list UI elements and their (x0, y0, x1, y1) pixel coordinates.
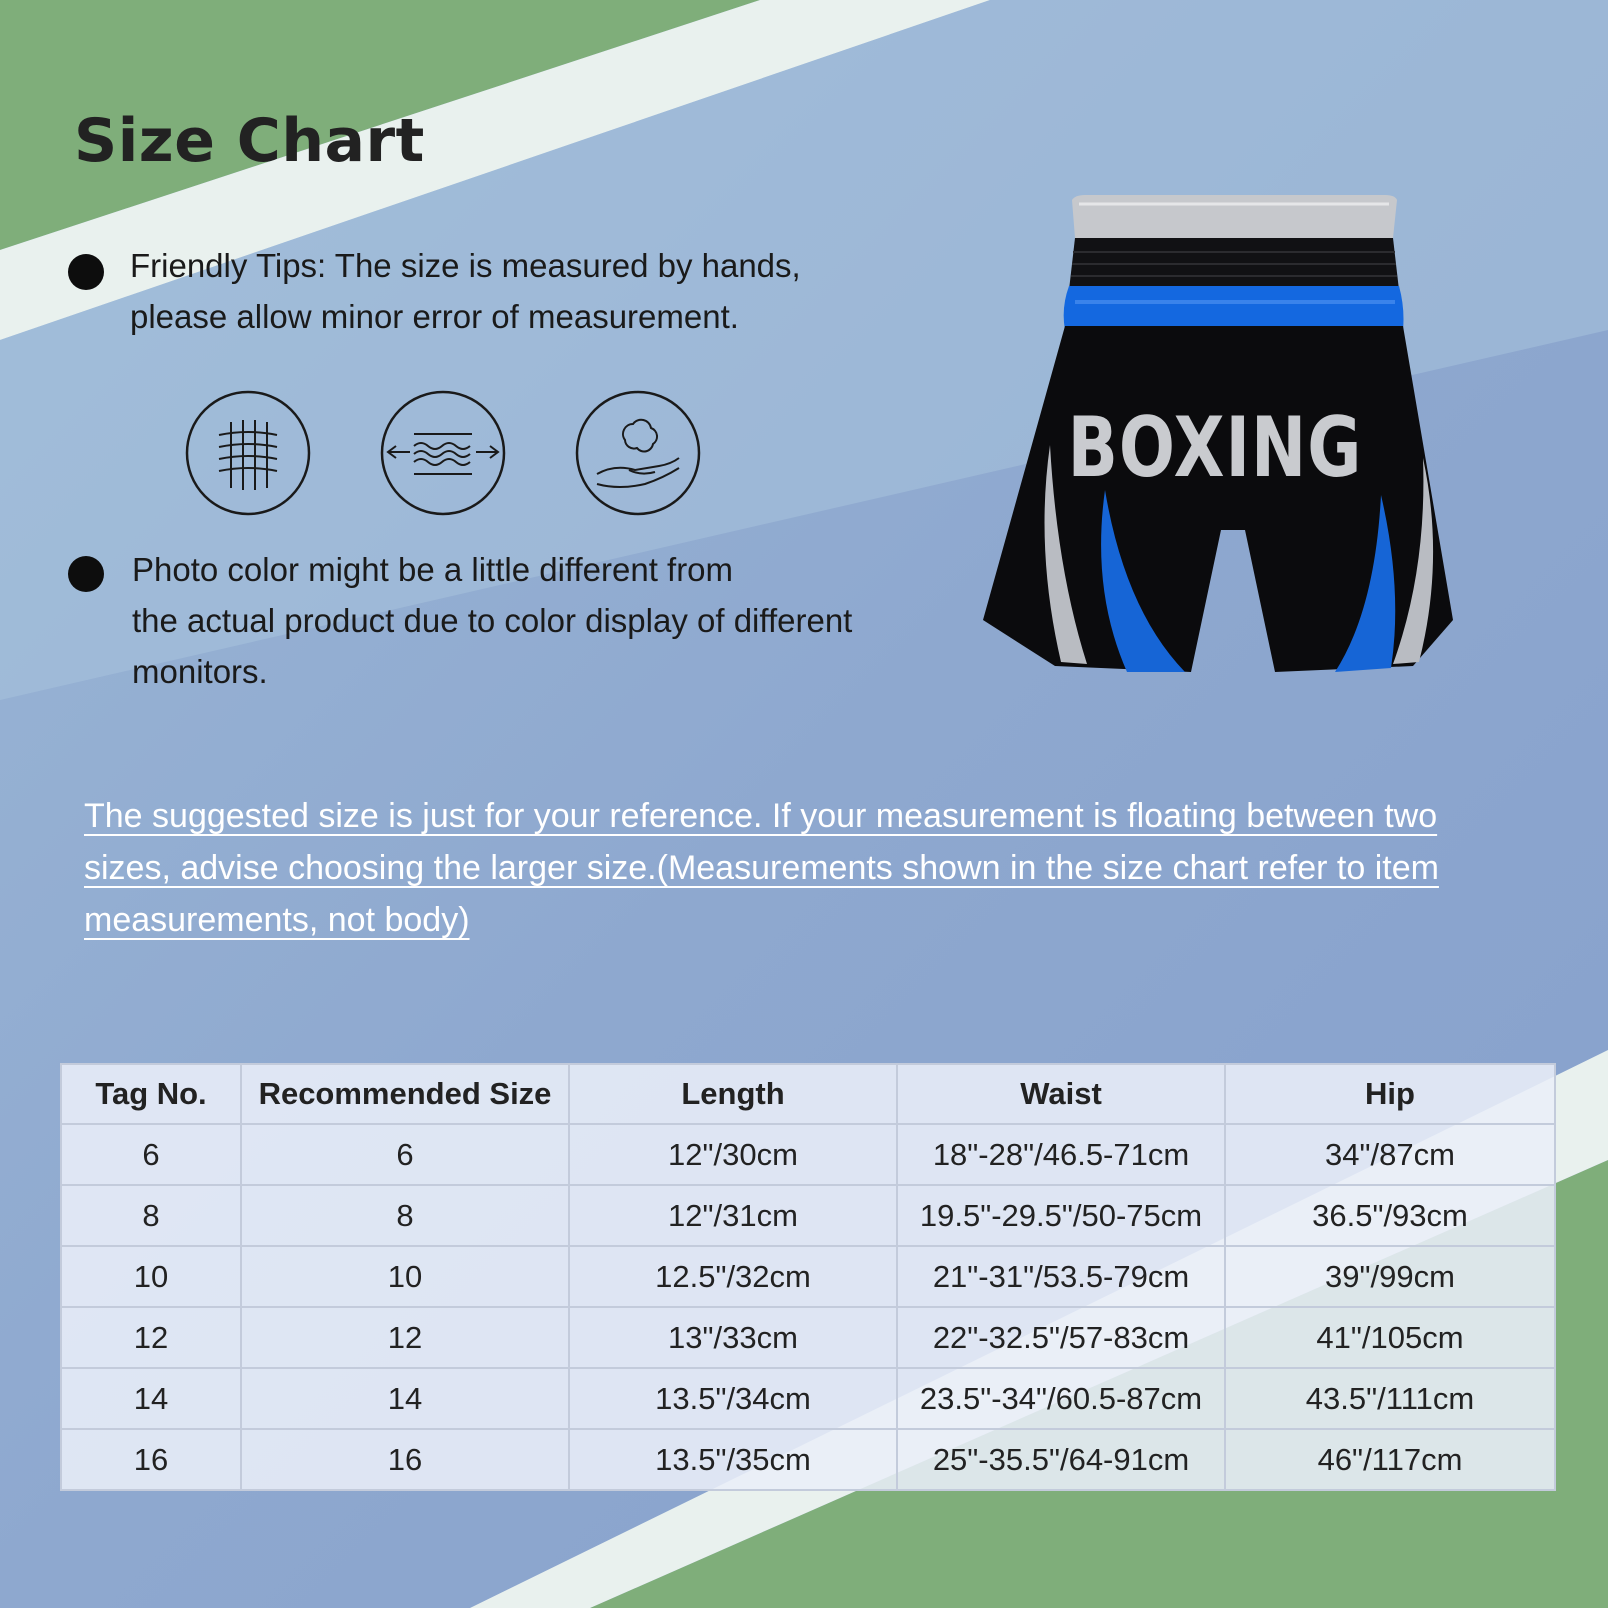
cell-waist: 18"-28"/46.5-71cm (897, 1124, 1225, 1185)
cell-recommended-size: 6 (241, 1124, 569, 1185)
cell-recommended-size: 8 (241, 1185, 569, 1246)
tip-line: Friendly Tips: The size is measured by hands, (130, 247, 801, 284)
cell-length: 13.5"/35cm (569, 1429, 897, 1490)
tip-bullet (68, 556, 104, 592)
cell-recommended-size: 14 (241, 1368, 569, 1429)
table-row (61, 1124, 1555, 1185)
tip-bullet (68, 254, 104, 290)
cell-hip: 46"/117cm (1225, 1429, 1555, 1490)
cell-tag-no: 12 (61, 1307, 241, 1368)
cell-waist: 19.5"-29.5"/50-75cm (897, 1185, 1225, 1246)
cell-recommended-size: 10 (241, 1246, 569, 1307)
header-tag-no: Tag No. (61, 1064, 241, 1124)
cell-waist: 21"-31"/53.5-79cm (897, 1246, 1225, 1307)
cell-hip: 39"/99cm (1225, 1246, 1555, 1307)
mesh-fabric-icon (185, 390, 311, 516)
tip-line: the actual product due to color display of different (132, 602, 853, 639)
boxing-print: BOXING (1067, 400, 1363, 497)
cell-tag-no: 8 (61, 1185, 241, 1246)
table-row (61, 1307, 1555, 1368)
header-recommended-size: Recommended Size (241, 1064, 569, 1124)
boxing-shorts-image (975, 190, 1495, 680)
table-row (61, 1368, 1555, 1429)
size-note: The suggested size is just for your reference. If your measurement is floating between two sizes, advise choosing the larger size.(Measurements shown in the size chart refer to item measurements, not body) (84, 797, 1439, 939)
header-waist: Waist (897, 1064, 1225, 1124)
stretch-fabric-icon (380, 390, 506, 516)
cell-hip: 36.5"/93cm (1225, 1185, 1555, 1246)
table-row (61, 1185, 1555, 1246)
table-row (61, 1429, 1555, 1490)
cell-waist: 25"-35.5"/64-91cm (897, 1429, 1225, 1490)
header-hip: Hip (1225, 1064, 1555, 1124)
cell-recommended-size: 16 (241, 1429, 569, 1490)
cell-tag-no: 10 (61, 1246, 241, 1307)
cell-tag-no: 6 (61, 1124, 241, 1185)
header-length: Length (569, 1064, 897, 1124)
cell-tag-no: 16 (61, 1429, 241, 1490)
tip-line: please allow minor error of measurement. (130, 298, 739, 335)
cell-length: 13.5"/34cm (569, 1368, 897, 1429)
cell-tag-no: 14 (61, 1368, 241, 1429)
tip-line: monitors. (132, 653, 268, 690)
friendly-tip (130, 240, 801, 342)
cell-hip: 43.5"/111cm (1225, 1368, 1555, 1429)
color-tip (132, 544, 852, 697)
soft-cotton-icon (575, 390, 701, 516)
page-title: Size Chart (74, 106, 425, 176)
cell-hip: 34"/87cm (1225, 1124, 1555, 1185)
cell-length: 13"/33cm (569, 1307, 897, 1368)
table-row (61, 1246, 1555, 1307)
tip-line: Photo color might be a little different from (132, 551, 734, 588)
cell-hip: 41"/105cm (1225, 1307, 1555, 1368)
cell-length: 12"/31cm (569, 1185, 897, 1246)
cell-recommended-size: 12 (241, 1307, 569, 1368)
table-header-row (61, 1064, 1555, 1124)
cell-length: 12.5"/32cm (569, 1246, 897, 1307)
cell-length: 12"/30cm (569, 1124, 897, 1185)
cell-waist: 23.5"-34"/60.5-87cm (897, 1368, 1225, 1429)
cell-waist: 22"-32.5"/57-83cm (897, 1307, 1225, 1368)
size-table (60, 1063, 1556, 1491)
